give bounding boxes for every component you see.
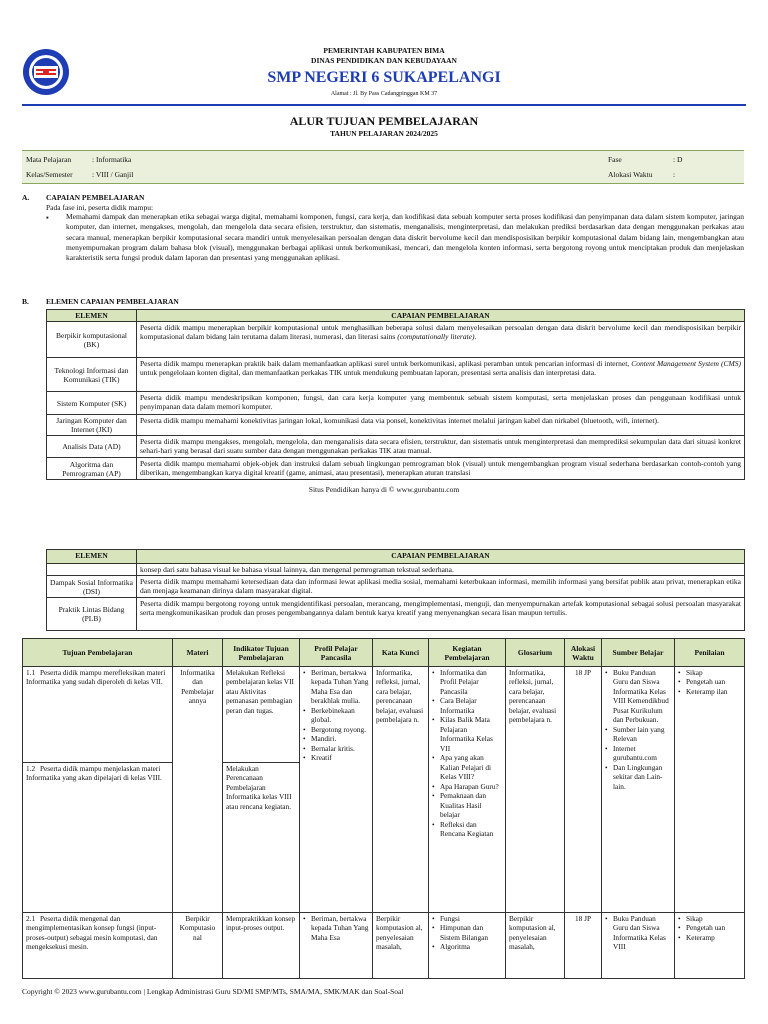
section-b-label: B. [22, 297, 29, 306]
learning-activities: • Fungsi • Himpunan dan Sistem Bilangan • Algoritma [429, 913, 506, 979]
glossary: Informatika, refleksi, jurnal, cara belajar, perencanaan belajar, evaluasi pembelajara n. [506, 667, 565, 913]
document-year: TAHUN PELAJARAN 2024/2025 [330, 129, 438, 138]
element-outcome: Peserta didik mampu menerapkan berpikir komputasional untuk menghasilkan beberapa solusi dalam menyelesaikan persoalan dengan data diskrit bervolume kecil dan mendisposisikan berpikir komputasional dalam bidang lain terutama dalam literasi, numerasi, dan literasi sains (computationally literate). [137, 322, 745, 358]
phase-value: : D [673, 155, 683, 164]
assessment: • Sikap • Pengetah uan • Keteramp ilan [675, 667, 745, 913]
government-name: PEMERINTAH KABUPATEN BIMA [323, 46, 445, 55]
column-header: Sumber Belajar [602, 639, 675, 667]
element-name: Praktik Lintas Bidang (PLB) [47, 598, 137, 631]
element-outcome: Peserta didik mampu menerapkan praktik baik dalam memanfaatkan aplikasi surel untuk berkomunikasi, aplikasi peramban untuk pencarian informasi di internet, Content Management System (CMS) untuk pengelolaan konten digital, dan memanfaatkan perkakas TIK untuk mendukung pembuatan laporan, presentasi serta analisis dan interpretasi data. [137, 358, 745, 392]
class-value: : VIII / Ganjil [92, 170, 134, 179]
table-row [47, 415, 745, 436]
table-row [23, 667, 745, 763]
element-outcome: Peserta didik mampu memahami konektivitas jaringan lokal, komunikasi data via ponsel, konektivitas internet melalui jaringan kabel dan nirkabel (bluetooth, wifi, internet). [137, 415, 745, 436]
phase-label: Fase [608, 155, 622, 164]
element-name [47, 564, 137, 576]
glossary: Berpikir komputasion al, penyelesaian masalah, [506, 913, 565, 979]
table-row [47, 598, 745, 631]
assessment: • Sikap • Pengetah uan • Keteramp [675, 913, 745, 979]
learning-goal: 1.1 Peserta didik mampu merefleksikan materi Informatika yang sudah diperoleh di kelas VII. [23, 667, 173, 763]
indicator: Melakukan Refleksi pembelajaran kelas VII atau Aktivitas pemanasan pembagian peran dan tugas. [223, 667, 300, 763]
learning-goal: 1.2 Peserta didik mampu menjelaskan materi Informatika yang akan dipelajari di kelas VIII. [23, 763, 173, 913]
element-outcome: Peserta didik mampu memahami ketersediaan data dan informasi lewat aplikasi media sosial, memahami keterbukaan informasi, memilih informasi yang bersifat publik atau privat, menerapkan etika dan menjaga keamanan dirinya dalam masyarakat digital. [137, 576, 745, 598]
element-name: Teknologi Informasi dan Komunikasi (TIK) [47, 358, 137, 392]
time-value: : [673, 170, 676, 179]
time-allocation: 18 JP [565, 913, 602, 979]
table-row [47, 392, 745, 415]
subject-value: : Informatika [92, 155, 132, 164]
element-name: Sistem Komputer (SK) [47, 392, 137, 415]
material: Berpikir Komputasio nal [173, 913, 223, 979]
learning-sources: • Buku Panduan Guru dan Siswa Informatika Kelas VIII [602, 913, 675, 979]
school-address: Alamat : Jl. By Pass Cadangpinggan KM 37 [330, 91, 438, 97]
column-header: Glosarium [506, 639, 565, 667]
pancasila-profile: • Beriman, bertakwa kepada Tuhan Yang Maha Esa [300, 913, 373, 979]
atp-table [22, 638, 745, 979]
elements-table [46, 309, 745, 480]
table-row [47, 322, 745, 358]
indicator: Mempraktikkan konsep input-proses output. [223, 913, 300, 979]
column-header-element: ELEMEN [47, 310, 137, 322]
element-name: Jaringan Komputer dan Internet (JKI) [47, 415, 137, 436]
column-header: Tujuan Pembelajaran [23, 639, 173, 667]
elements-table-continued [46, 549, 745, 631]
class-label: Kelas/Semester [26, 170, 73, 179]
element-outcome: Peserta didik mampu memahami objek-objek dan instruksi dalam sebuah lingkungan pemrograman blok (visual) untuk mengembangkan program visual sederhana berdasarkan contoh-contoh yang diberikan, mengembangkan karya digital kreatif (game, animasi, atau presentasi), menerapkan aturan translasi [137, 458, 745, 480]
column-header: Penilaian [675, 639, 745, 667]
header-divider [22, 104, 746, 106]
keywords: Informatika, refleksi, jurnal, cara belajar, perencanaan belajar, evaluasi pembelajara n. [373, 667, 429, 913]
material: Informatika dan Pembelajar annya [173, 667, 223, 913]
column-header: Materi [173, 639, 223, 667]
time-allocation: 18 JP [565, 667, 602, 913]
section-a-label: A. [22, 193, 30, 202]
table-row [47, 458, 745, 480]
section-a-intro: Pada fase ini, peserta didik mampu: [46, 203, 154, 212]
learning-sources: • Buku Panduan Guru dan Siswa Informatika Kelas VIII Kemendikbud Pusat Kurikulum dan Perbukuan. • Sumber lain yang Relevan • Internet gurubantu.com • Dan Lingkungan sekitar dan Lain-lain. [602, 667, 675, 913]
table-row [47, 358, 745, 392]
element-outcome: Peserta didik mampu bergotong royong untuk mengidentifikasi persoalan, merancang, mengimplementasi, menguji, dan menyempurnakan artefak komputasional sebagai solusi persoalan masyarakat serta mengkomunikasikan produk dan proses pengembangannya dalam bentuk karya kreatif yang menyenangkan secara lisan maupun tertulis. [137, 598, 745, 631]
letterhead [0, 40, 768, 106]
section-a-text: Memahami dampak dan menerapkan etika sebagai warga digital, memahami komponen, fungsi, cara kerja, dan kodifikasi data sebuah komputer serta proses kodifikasi dan penyimpanan data dalam sistem komputer, jaringan komputer, dan internet, mengakses, mengolah, dan mengelola data secara efisien, terstruktur, dan sistematis, menganalisis, menginterpretasi, dan melakukan prediksi berdasarkan data dengan menggunakan perkakas atau secara manual, menerapkan berpikir komputasional secara mandiri untuk menyelesaikan persoalan dengan data diskrit bervolume kecil dan mendisposisikan berpikir komputasional dalam bidang lain, mengembangkan atau menyempurnakan program dalam bahasa blok (visual), menggunakan berbagai aplikasi untuk berkomunikasi, mencari, dan mengelola konten informasi, serta bergotong royong untuk menciptakan produk dan menjelaskan karakteristik serta fungsi produk dalam laporan dan presentasi yang menggunakan aplikasi. [66, 212, 744, 263]
column-header-outcome: CAPAIAN PEMBELAJARAN [137, 550, 745, 564]
section-b-title: ELEMEN CAPAIAN PEMBELAJARAN [46, 297, 179, 306]
element-name: Algoritma dan Pemrograman (AP) [47, 458, 137, 480]
bullet-icon: ▪ [46, 213, 49, 222]
table-row [47, 564, 745, 576]
table-row [47, 576, 745, 598]
element-name: Dampak Sosial Informatika (DSI) [47, 576, 137, 598]
section-a-title: CAPAIAN PEMBELAJARAN [46, 193, 145, 202]
document-title: ALUR TUJUAN PEMBELAJARAN [289, 114, 479, 128]
table-row [23, 913, 745, 979]
learning-goal: 2.1 Peserta didik mengenal dan mengimplementasikan konsep fungsi (input-proses-output) sebagai mesin komputasi, dan mengeksekusi mesin. [23, 913, 173, 979]
table-row [47, 436, 745, 458]
column-header: Kegiatan Pembelajaran [429, 639, 506, 667]
element-name: Berpikir komputasional (BK) [47, 322, 137, 358]
department-name: DINAS PENDIDIKAN DAN KEBUDAYAAN [311, 56, 457, 65]
site-note: Situs Pendidikan hanya di © www.gurubantu.com [308, 485, 460, 494]
column-header-outcome: CAPAIAN PEMBELAJARAN [137, 310, 745, 322]
subject-label: Mata Pelajaran [26, 155, 72, 164]
school-name: SMP NEGERI 6 SUKAPELANGI [267, 69, 501, 86]
column-header: Kata Kunci [373, 639, 429, 667]
keywords: Berpikir komputasion al, penyelesaian masalah, [373, 913, 429, 979]
column-header: Profil Pelajar Pancasila [300, 639, 373, 667]
element-outcome: konsep dari satu bahasa visual ke bahasa visual lainnya, dan mengenal pemrograman tekstual sederhana. [137, 564, 745, 576]
column-header: Alokasi Waktu [565, 639, 602, 667]
column-header-element: ELEMEN [47, 550, 137, 564]
element-name: Analisis Data (AD) [47, 436, 137, 458]
indicator: Melakukan Perencanaan Pembelajaran Informatika kelas VIII atau rencana kegiatan. [223, 763, 300, 913]
element-outcome: Peserta didik mampu mendeskripsikan komponen, fungsi, dan cara kerja komputer yang membentuk sebuah sistem komputasi, serta menjelaskan proses dan penggunaan kodifikasi untuk penyimpanan data dalam memori komputer. [137, 392, 745, 415]
time-label: Alokasi Waktu [608, 170, 653, 179]
learning-activities: • Informatika dan Profil Pelajar Pancasila • Cara Belajar Informatika • Kilas Balik Mata Pelajaran Informatika Kelas VII • Apa yang akan Kalian Pelajari di Kelas VIII? • Apa Harapan Guru? • Pemaknaan dan Kualitas Hasil belajar • Refleksi dan Rencana Kegiatan [429, 667, 506, 913]
copyright-footer: Copyright © 2023 www.gurubantu.com | Lengkap Administrasi Guru SD/MI SMP/MTs, SMA/MA, SMK/MAK dan Soal-Soal [22, 987, 404, 996]
element-outcome: Peserta didik mampu mengakses, mengolah, mengelola, dan menganalisis data secara efisien, terstruktur, dan sistematis untuk menginterpretasi dan memprediksi sekumpulan data dari situasi konkret sehari-hari yang berasal dari suatu sumber data dengan menggunakan perkakas TIK atau manual. [137, 436, 745, 458]
pancasila-profile: • Beriman, bertakwa kepada Tuhan Yang Maha Esa dan berakhlak mulia. • Berkebinekaan global. • Bergotong royong. • Mandiri. • Bernalar kritis. • Kreatif [300, 667, 373, 913]
column-header: Indikator Tujuan Pembelajaran [223, 639, 300, 667]
identity-box [22, 150, 744, 184]
